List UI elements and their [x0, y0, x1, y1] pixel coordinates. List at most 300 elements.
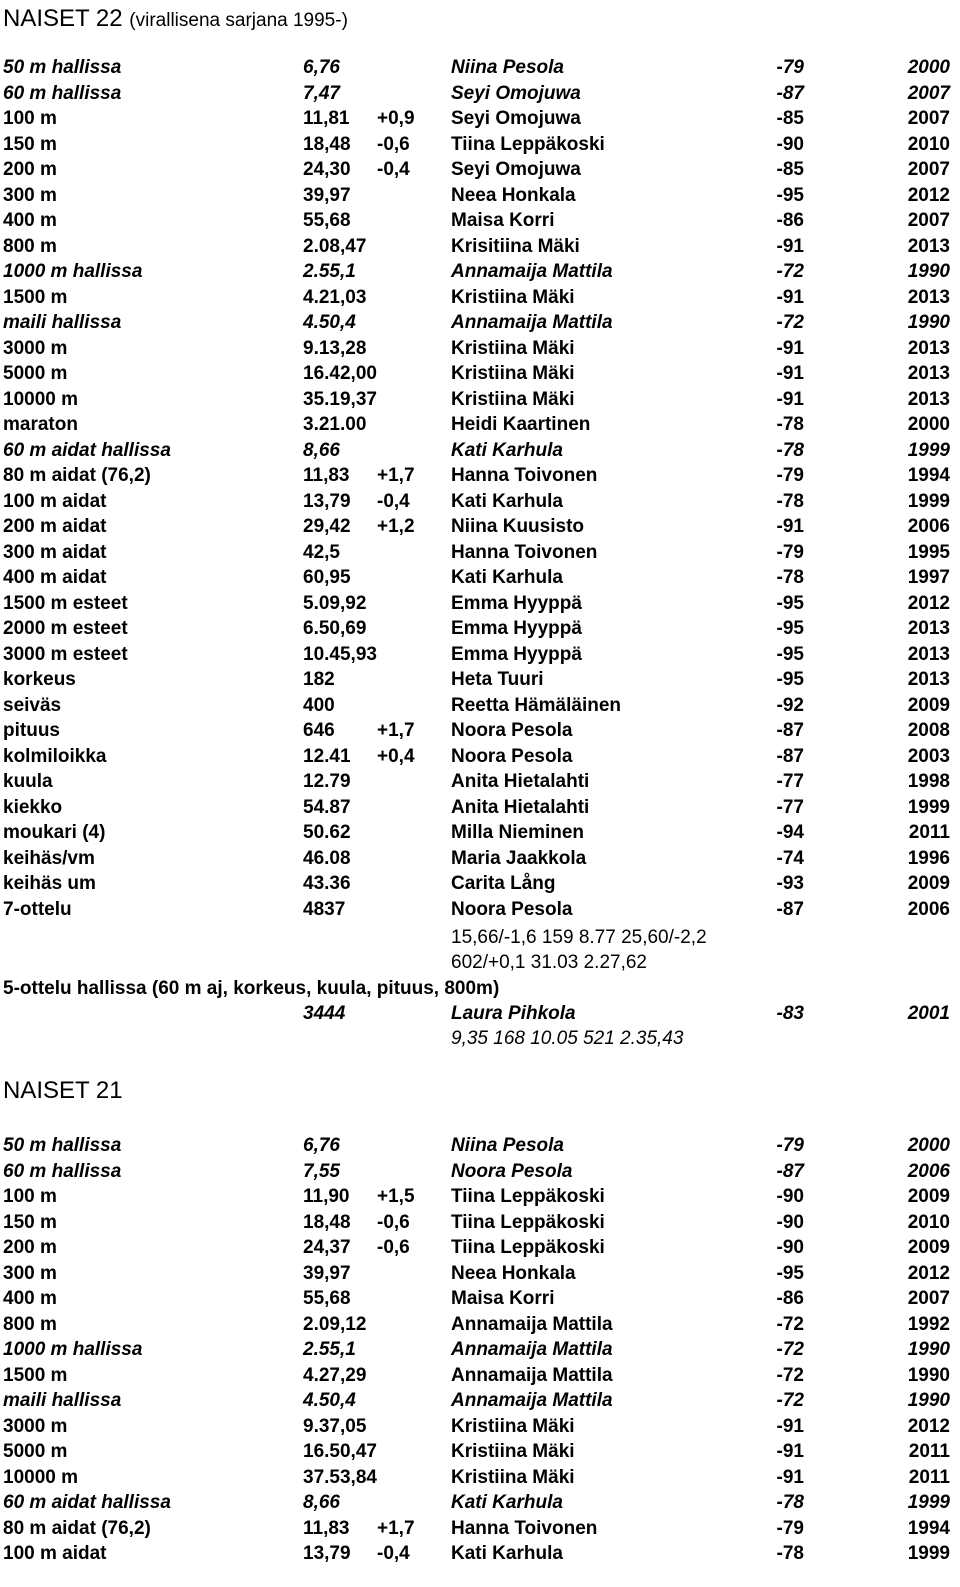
table-row [0, 667, 960, 693]
section-title-naiset-21 [3, 1077, 123, 1105]
event-cell [3, 1286, 57, 1312]
record-year-cell: 2011 [908, 1466, 950, 1488]
record-year-cell: 1999 [907, 1492, 950, 1513]
table-row [0, 361, 960, 387]
result-cell: 10.45,93 [303, 643, 377, 665]
athlete-cell: Annamaija Mattila [451, 1364, 613, 1386]
birth-year-cell: -78 [776, 414, 804, 435]
event-cell [3, 183, 57, 209]
athlete-cell: Annamaija Mattila [451, 1313, 613, 1335]
wind-cell: +1,2 [377, 516, 415, 537]
record-year-cell: 2006 [907, 898, 950, 920]
result-cell: 29,42 [303, 516, 351, 537]
event-label: 100 m aidat [3, 490, 107, 512]
wind-cell: -0,4 [377, 490, 410, 512]
birth-year-cell: -90 [776, 133, 804, 155]
record-year-cell: 1992 [907, 1313, 950, 1335]
record-year-cell: 2007 [907, 82, 950, 104]
table-row [0, 208, 960, 234]
birth-year-cell: -87 [776, 82, 804, 104]
event-label: 200 m aidat [3, 516, 107, 537]
record-year-cell: 2013 [907, 363, 950, 384]
birth-year-cell: -78 [776, 1492, 804, 1513]
event-cell [3, 438, 171, 464]
record-year-cell: 2013 [907, 337, 950, 359]
table-row [0, 871, 960, 897]
record-year-cell: 2000 [907, 57, 950, 78]
result-cell: 55,68 [303, 1288, 351, 1309]
event-label: seiväs [3, 694, 62, 716]
table-row [0, 1210, 960, 1236]
event-cell [3, 336, 67, 362]
result-cell: 24,30 [303, 159, 351, 180]
athlete-cell: Kati Karhula [451, 490, 563, 512]
athlete-cell: Kristiina Mäki [451, 1441, 575, 1462]
event-cell [3, 642, 128, 668]
event-cell [3, 208, 57, 234]
athlete-cell: Kati Karhula [451, 439, 563, 461]
event-cell [3, 744, 107, 770]
record-year-cell: 2010 [907, 133, 950, 155]
result-cell: 55,68 [303, 210, 351, 231]
birth-year-cell: -87 [776, 745, 804, 767]
athlete-cell: Hanna Toivonen [451, 541, 598, 563]
athlete-cell: Tiina Leppäkoski [451, 133, 605, 155]
event-cell [3, 1363, 67, 1389]
table-row [0, 1286, 960, 1312]
birth-year-cell: -95 [776, 1262, 804, 1284]
table-row [0, 1363, 960, 1389]
event-cell [3, 1414, 67, 1440]
record-year-cell: 1999 [907, 490, 950, 512]
athlete-cell: Seyi Omojuwa [451, 82, 581, 104]
result-cell: 5.09,92 [303, 592, 367, 614]
event-cell [3, 693, 61, 719]
indoor-label: hallissa [72, 261, 143, 282]
heptathlon-splits-line-1: 15,66/-1,6 159 8.77 25,60/-2,2 [451, 927, 707, 948]
result-cell: 6,76 [303, 1135, 340, 1156]
athlete-cell: Noora Pesola [451, 720, 573, 741]
table-row [0, 1312, 960, 1338]
record-year-cell: 2007 [907, 210, 950, 231]
event-label: 3000 m [3, 1415, 68, 1437]
event-label: 400 m [3, 210, 57, 231]
birth-year-cell: -87 [776, 898, 804, 920]
event-label: 150 m [3, 1211, 57, 1233]
event-cell [3, 1235, 57, 1261]
pentathlon-heading: 5-ottelu hallissa (60 m aj, korkeus, kuula, pituus, 800m) [3, 978, 500, 999]
table-row [0, 106, 960, 132]
event-label: maili hallissa [3, 1390, 122, 1411]
athlete-cell: Kristiina Mäki [451, 1466, 575, 1488]
event-label: 200 m [3, 1237, 57, 1258]
event-label: keihäs/vm [3, 847, 95, 869]
event-label: 50 m hallissa [3, 57, 122, 78]
athlete-cell: Hanna Toivonen [451, 465, 598, 486]
record-year-cell: 2003 [907, 745, 950, 767]
athlete-cell: Kati Karhula [451, 1543, 563, 1564]
event-cell [3, 1439, 67, 1465]
event-label: 400 m aidat [3, 567, 107, 588]
event-cell [3, 1261, 57, 1287]
birth-year-cell: -77 [776, 771, 804, 792]
athlete-cell: Anita Hietalahti [451, 796, 590, 818]
record-year-cell: 2007 [907, 1288, 950, 1309]
event-label: 300 m [3, 1262, 57, 1284]
athlete-cell: Annamaija Mattila [451, 261, 613, 282]
event-cell [3, 310, 121, 336]
record-year-cell: 2012 [907, 184, 950, 206]
table-row [0, 1001, 960, 1027]
birth-year-cell: -91 [776, 337, 804, 359]
result-cell: 12.79 [303, 771, 351, 792]
result-cell: 50.62 [303, 822, 351, 843]
event-label: 300 m aidat [3, 541, 107, 563]
table-row [0, 463, 960, 489]
result-cell: 11,81 [303, 108, 350, 129]
result-cell: 18,48 [303, 133, 351, 155]
athlete-cell: Niina Pesola [451, 57, 564, 78]
result-cell: 6,76 [303, 57, 340, 78]
result-cell: 4.27,29 [303, 1364, 367, 1386]
wind-cell: +1,7 [377, 720, 415, 741]
event-label: 1500 m [3, 1364, 68, 1386]
result-cell: 4.21,03 [303, 286, 367, 308]
event-cell [3, 412, 78, 438]
table-row [0, 489, 960, 515]
event-cell [3, 1337, 142, 1363]
birth-year-cell: -85 [776, 159, 804, 180]
athlete-cell: Tiina Leppäkoski [451, 1237, 605, 1258]
birth-year-cell: -91 [776, 286, 804, 308]
event-cell [3, 1312, 57, 1338]
athlete-cell: Krisitiina Mäki [451, 235, 580, 257]
event-label: 60 m aidat hallissa [3, 1492, 171, 1513]
table-row [0, 693, 960, 719]
event-label: 5000 m [3, 363, 68, 384]
result-cell: 182 [303, 669, 335, 690]
table-row [0, 412, 960, 438]
event-cell [3, 514, 107, 540]
result-cell: 42,5 [303, 541, 340, 563]
birth-year-cell: -78 [776, 490, 804, 512]
wind-cell: -0,6 [377, 133, 410, 155]
record-year-cell: 2007 [907, 108, 950, 129]
birth-year-cell: -72 [776, 1339, 804, 1360]
birth-year-cell: -95 [776, 643, 804, 665]
table-row [0, 1235, 960, 1261]
athlete-cell: Seyi Omojuwa [451, 159, 581, 180]
event-cell [3, 1541, 107, 1567]
event-label: kuula [3, 771, 53, 792]
result-cell: 16.42,00 [303, 363, 377, 384]
event-cell [3, 81, 121, 107]
event-label: keihäs um [3, 873, 96, 894]
record-year-cell: 2012 [907, 1415, 950, 1437]
athlete-cell: Milla Nieminen [451, 822, 585, 843]
event-label: 1500 m [3, 286, 68, 308]
table-row [0, 642, 960, 668]
result-cell: 60,95 [303, 567, 351, 588]
event-label: 1000 m [3, 1339, 68, 1360]
event-label: 2000 m esteet [3, 618, 128, 639]
event-cell [3, 1516, 151, 1542]
record-year-cell: 1999 [907, 1543, 950, 1564]
athlete-cell: Anita Hietalahti [451, 771, 590, 792]
table-row [0, 234, 960, 260]
record-year-cell: 1999 [907, 796, 950, 818]
athlete-cell: Kristiina Mäki [451, 286, 575, 308]
table-row [0, 1516, 960, 1542]
event-cell [3, 55, 121, 81]
section-title-text: NAISET 22 [3, 5, 123, 32]
table-row [0, 1337, 960, 1363]
birth-year-cell: -90 [776, 1186, 804, 1207]
birth-year-cell: -79 [776, 1135, 804, 1156]
result-cell: 6.50,69 [303, 618, 367, 639]
event-label: 800 m [3, 1313, 57, 1335]
event-label: 800 m [3, 235, 57, 257]
athlete-cell: Neea Honkala [451, 1262, 576, 1284]
record-year-cell: 2011 [908, 1441, 950, 1462]
athlete-cell: Kristiina Mäki [451, 337, 575, 359]
event-cell [3, 1465, 78, 1491]
result-cell: 37.53,84 [303, 1466, 377, 1488]
birth-year-cell: -79 [776, 1517, 804, 1539]
event-label: moukari (4) [3, 822, 106, 843]
event-label: 60 m hallissa [3, 1160, 122, 1182]
table-row [0, 132, 960, 158]
records-list-naiset-21 [0, 1133, 960, 1567]
birth-year-cell: -95 [776, 618, 804, 639]
event-cell [3, 1159, 121, 1185]
birth-year-cell: -79 [776, 541, 804, 563]
athlete-cell: Kristiina Mäki [451, 388, 575, 410]
athlete-cell: Emma Hyyppä [451, 592, 582, 614]
event-label: 200 m [3, 159, 57, 180]
event-label: 7-ottelu [3, 898, 72, 920]
event-label: 150 m [3, 133, 57, 155]
record-year-cell: 1999 [907, 439, 950, 461]
birth-year-cell: -79 [776, 57, 804, 78]
athlete-cell: Heta Tuuri [451, 669, 544, 690]
wind-cell: -0,6 [377, 1237, 410, 1258]
birth-year-cell: -91 [776, 516, 804, 537]
event-label: korkeus [3, 669, 76, 690]
birth-year-cell: -91 [776, 1415, 804, 1437]
result-cell: 12.41 [303, 745, 351, 767]
table-row [0, 55, 960, 81]
indoor-label: hallissa [72, 1339, 143, 1360]
birth-year-cell: -94 [776, 822, 804, 843]
table-row [0, 540, 960, 566]
record-year-cell: 1998 [907, 771, 950, 792]
record-year-cell: 1990 [907, 312, 950, 333]
event-cell [3, 106, 57, 132]
birth-year-cell: -90 [776, 1237, 804, 1258]
result-cell: 9.37,05 [303, 1415, 367, 1437]
event-cell [3, 1490, 171, 1516]
record-year-cell: 2007 [907, 159, 950, 180]
athlete-cell: Niina Kuusisto [451, 516, 585, 537]
athlete-cell: Annamaija Mattila [451, 1390, 613, 1411]
result-cell: 11,83 [303, 465, 350, 486]
athlete-cell: Emma Hyyppä [451, 618, 582, 639]
event-label: maili hallissa [3, 312, 122, 333]
birth-year-cell: -74 [776, 847, 804, 869]
wind-cell: +1,5 [377, 1186, 415, 1207]
result-cell: 8,66 [303, 1492, 340, 1513]
birth-year-cell: -92 [776, 694, 804, 716]
event-label: 3000 m [3, 337, 68, 359]
table-row [0, 616, 960, 642]
result-cell: 3.21.00 [303, 414, 367, 435]
record-year-cell: 2013 [907, 643, 950, 665]
table-row [0, 1184, 960, 1210]
wind-cell: -0,4 [377, 1543, 410, 1564]
event-label: 300 m [3, 184, 57, 206]
result-cell: 7,55 [303, 1160, 340, 1182]
result-cell: 7,47 [303, 82, 340, 104]
athlete-cell: Emma Hyyppä [451, 643, 582, 665]
record-year-cell: 2000 [907, 414, 950, 435]
table-row [0, 1465, 960, 1491]
birth-year-cell: -72 [776, 1390, 804, 1411]
athlete-cell: Kristiina Mäki [451, 1415, 575, 1437]
record-year-cell: 1994 [907, 1517, 950, 1539]
table-row [0, 744, 960, 770]
record-year-cell: 1994 [907, 465, 950, 486]
record-year-cell: 2013 [907, 618, 950, 639]
table-row [0, 285, 960, 311]
record-year-cell: 1990 [907, 1364, 950, 1386]
record-year-cell: 2000 [907, 1135, 950, 1156]
result-cell: 54.87 [303, 796, 351, 818]
table-row [0, 514, 960, 540]
event-label: 60 m hallissa [3, 82, 122, 104]
result-cell: 43.36 [303, 873, 351, 894]
birth-year-cell: -90 [776, 1211, 804, 1233]
athlete-cell: Reetta Hämäläinen [451, 694, 622, 716]
birth-year-cell: -72 [776, 1364, 804, 1386]
event-cell [3, 871, 96, 897]
result-cell: 646 [303, 720, 335, 741]
event-label: 80 m aidat (76,2) [3, 465, 151, 486]
records-list-naiset-22 [0, 55, 960, 922]
table-row [0, 565, 960, 591]
heptathlon-splits-line-2: 602/+0,1 31.03 2.27,62 [451, 952, 647, 973]
event-cell [3, 361, 67, 387]
record-year-cell: 2006 [907, 1160, 950, 1182]
event-label: kolmiloikka [3, 745, 107, 767]
event-label: 50 m hallissa [3, 1135, 122, 1156]
event-label: 1500 m esteet [3, 592, 128, 614]
section-title-text: NAISET 21 [3, 1077, 123, 1104]
record-year-cell: 2001 [907, 1003, 950, 1024]
result-cell: 8,66 [303, 439, 340, 461]
event-cell [3, 565, 107, 591]
record-year-cell: 2011 [908, 822, 950, 843]
result-cell: 18,48 [303, 1211, 351, 1233]
result-cell: 24,37 [303, 1237, 351, 1258]
event-label: 400 m [3, 1288, 57, 1309]
athlete-cell: Maria Jaakkola [451, 847, 587, 869]
wind-cell: -0,4 [377, 159, 410, 180]
table-row [0, 1439, 960, 1465]
event-cell [3, 591, 128, 617]
birth-year-cell: -85 [776, 108, 804, 129]
athlete-cell: Heidi Kaartinen [451, 414, 591, 435]
event-cell [3, 259, 142, 285]
result-cell: 2.09,12 [303, 1313, 367, 1335]
event-cell [3, 1210, 57, 1236]
table-row [0, 336, 960, 362]
table-row [0, 591, 960, 617]
birth-year-cell: -78 [776, 1543, 804, 1564]
event-cell [3, 387, 78, 413]
birth-year-cell: -83 [776, 1003, 804, 1024]
event-cell [3, 846, 95, 872]
result-cell: 9.13,28 [303, 337, 367, 359]
event-cell [3, 897, 72, 923]
record-year-cell: 2013 [907, 388, 950, 410]
event-cell [3, 489, 107, 515]
result-cell: 11,83 [303, 1517, 350, 1539]
event-cell [3, 157, 57, 183]
event-label: 5000 m [3, 1441, 68, 1462]
record-year-cell: 1990 [907, 261, 950, 282]
record-year-cell: 2013 [907, 286, 950, 308]
result-cell: 400 [303, 694, 335, 716]
record-year-cell: 2009 [907, 1237, 950, 1258]
athlete-cell: Carita Lång [451, 873, 556, 894]
table-row [0, 1133, 960, 1159]
record-year-cell: 2009 [907, 873, 950, 894]
table-row [0, 1541, 960, 1567]
event-label: maraton [3, 414, 78, 435]
record-year-cell: 1990 [907, 1339, 950, 1360]
table-row [0, 81, 960, 107]
event-cell [3, 616, 128, 642]
athlete-cell: Kristiina Mäki [451, 363, 575, 384]
event-cell [3, 667, 76, 693]
record-year-cell: 2013 [907, 669, 950, 690]
result-cell: 11,90 [303, 1186, 350, 1207]
record-year-cell: 2009 [907, 694, 950, 716]
athlete-cell: Niina Pesola [451, 1135, 564, 1156]
result-cell: 2.55,1 [303, 1339, 356, 1360]
birth-year-cell: -93 [776, 873, 804, 894]
record-year-cell: 1996 [907, 847, 950, 869]
section-subtitle: (virallisena sarjana 1995-) [129, 10, 348, 31]
record-year-cell: 2008 [907, 720, 950, 741]
table-row [0, 820, 960, 846]
athlete-cell: Tiina Leppäkoski [451, 1186, 605, 1207]
event-label: 3000 m esteet [3, 643, 128, 665]
athlete-cell: Noora Pesola [451, 745, 573, 767]
wind-cell: +0,4 [377, 745, 415, 767]
table-row [0, 310, 960, 336]
section-title-naiset-22 [3, 5, 348, 35]
athlete-cell: Noora Pesola [451, 898, 573, 920]
birth-year-cell: -95 [776, 669, 804, 690]
record-year-cell: 2009 [907, 1186, 950, 1207]
table-row [0, 438, 960, 464]
result-cell: 4837 [303, 898, 346, 920]
athlete-cell: Kati Karhula [451, 567, 563, 588]
event-cell [3, 285, 67, 311]
record-year-cell: 1990 [907, 1390, 950, 1411]
